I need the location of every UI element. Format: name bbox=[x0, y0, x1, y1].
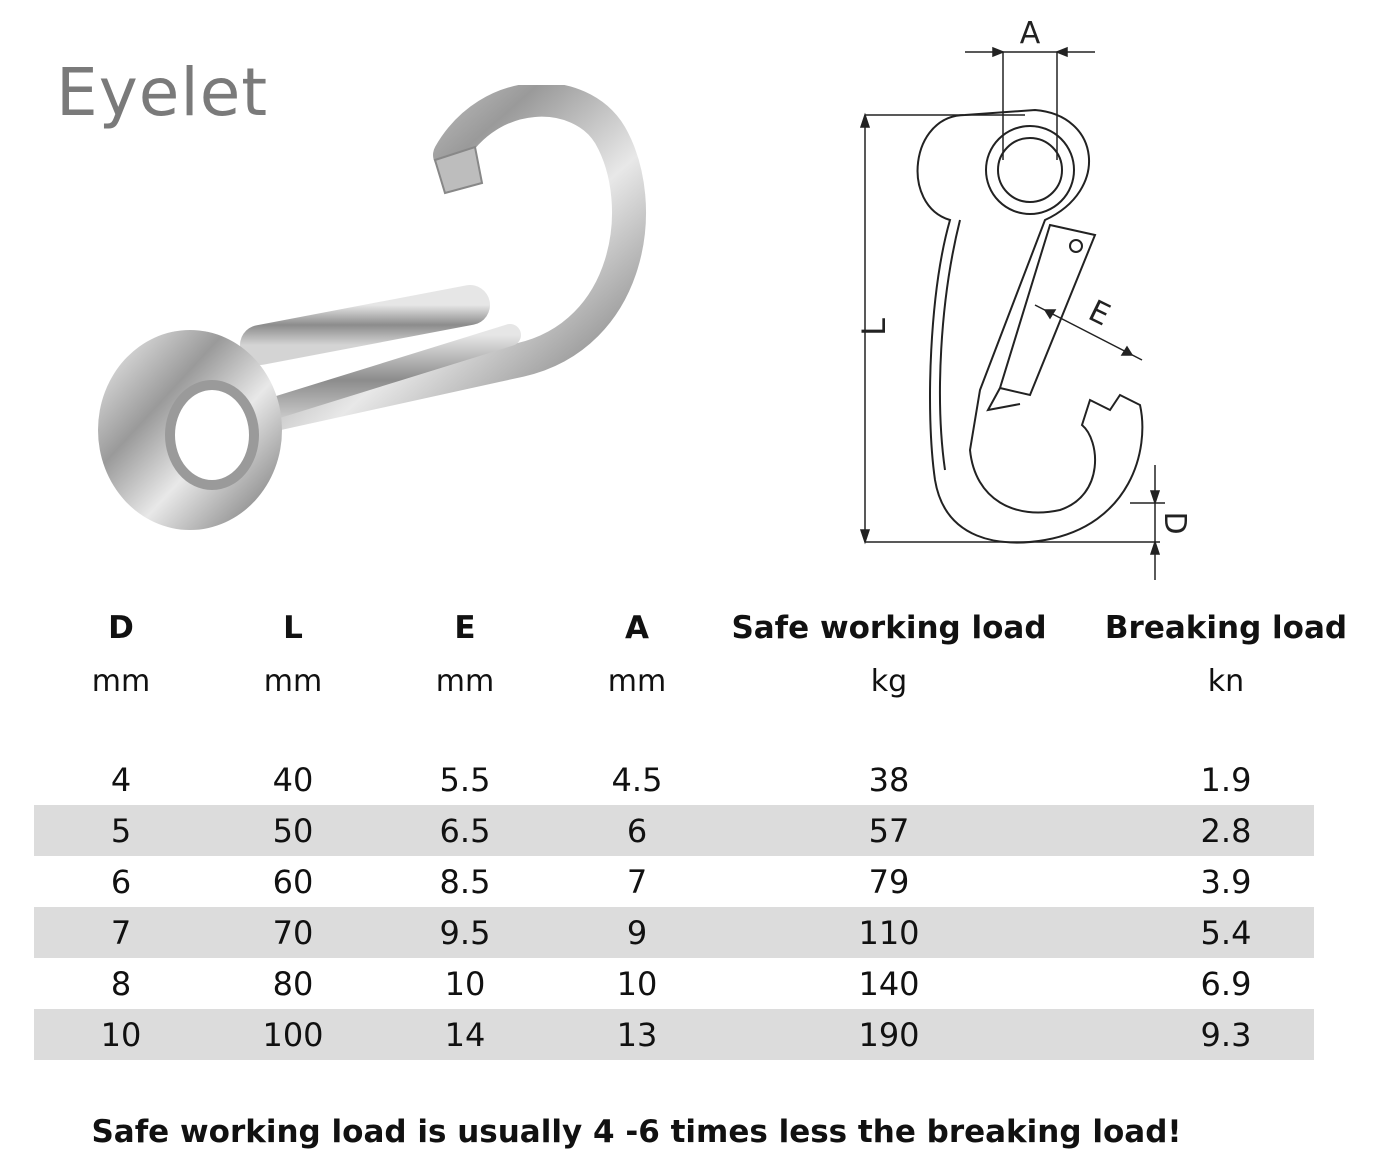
unit-breaking-load: kn bbox=[1207, 663, 1245, 699]
snap-hook-photo bbox=[90, 85, 660, 555]
cell-e: 10 bbox=[444, 964, 486, 1003]
cell-a: 9 bbox=[626, 913, 648, 952]
dimension-e-label: E bbox=[1082, 293, 1116, 334]
dimension-l-label: L bbox=[855, 318, 893, 336]
cell-d: 7 bbox=[110, 913, 132, 952]
cell-e: 14 bbox=[444, 1015, 486, 1054]
cell-d: 4 bbox=[110, 760, 132, 799]
header-d: D bbox=[108, 610, 134, 646]
cell-d: 10 bbox=[100, 1015, 142, 1054]
cell-a: 13 bbox=[616, 1015, 658, 1054]
cell-d: 8 bbox=[110, 964, 132, 1003]
cell-safe-working-load: 38 bbox=[868, 760, 910, 799]
cell-breaking-load: 1.9 bbox=[1200, 760, 1252, 799]
cell-l: 70 bbox=[272, 913, 314, 952]
page-title: Eyelet bbox=[56, 54, 269, 131]
cell-a: 10 bbox=[616, 964, 658, 1003]
unit-row bbox=[34, 656, 1314, 706]
cell-safe-working-load: 140 bbox=[858, 964, 920, 1003]
cell-breaking-load: 2.8 bbox=[1200, 811, 1252, 850]
cell-l: 40 bbox=[272, 760, 314, 799]
table-row bbox=[34, 907, 1314, 958]
table-row bbox=[34, 1009, 1314, 1060]
cell-e: 8.5 bbox=[439, 862, 491, 901]
cell-safe-working-load: 190 bbox=[858, 1015, 920, 1054]
unit-safe-working-load: kg bbox=[870, 663, 908, 699]
cell-l: 80 bbox=[272, 964, 314, 1003]
cell-safe-working-load: 57 bbox=[868, 811, 910, 850]
header-breaking-load: Breaking load bbox=[1104, 610, 1348, 646]
header-row bbox=[34, 600, 1348, 656]
cell-safe-working-load: 110 bbox=[858, 913, 920, 952]
cell-e: 6.5 bbox=[439, 811, 491, 850]
cell-breaking-load: 6.9 bbox=[1200, 964, 1252, 1003]
unit-d: mm bbox=[91, 663, 151, 699]
cell-e: 9.5 bbox=[439, 913, 491, 952]
dimension-d-label: D bbox=[1157, 511, 1192, 535]
cell-a: 4.5 bbox=[611, 760, 663, 799]
cell-l: 50 bbox=[272, 811, 314, 850]
cell-a: 6 bbox=[626, 811, 648, 850]
cell-breaking-load: 3.9 bbox=[1200, 862, 1252, 901]
cell-a: 7 bbox=[626, 862, 648, 901]
spec-table bbox=[34, 600, 1348, 1060]
footnote: Safe working load is usually 4 -6 times less the breaking load! bbox=[91, 1114, 1182, 1150]
header-a: A bbox=[625, 610, 649, 646]
unit-e: mm bbox=[435, 663, 495, 699]
cell-breaking-load: 5.4 bbox=[1200, 913, 1252, 952]
cell-d: 5 bbox=[110, 811, 132, 850]
cell-l: 60 bbox=[272, 862, 314, 901]
table-row bbox=[34, 856, 1314, 907]
unit-l: mm bbox=[263, 663, 323, 699]
table-row bbox=[34, 754, 1314, 805]
unit-a: mm bbox=[607, 663, 667, 699]
cell-e: 5.5 bbox=[439, 760, 491, 799]
table-row bbox=[34, 805, 1314, 856]
header-safe-working-load: Safe working load bbox=[731, 610, 1047, 646]
dimension-a-label: A bbox=[1019, 16, 1041, 51]
cell-l: 100 bbox=[262, 1015, 324, 1054]
header-e: E bbox=[454, 610, 476, 646]
dimension-diagram bbox=[850, 10, 1210, 590]
cell-safe-working-load: 79 bbox=[868, 862, 910, 901]
table-row bbox=[34, 958, 1314, 1009]
cell-breaking-load: 9.3 bbox=[1200, 1015, 1252, 1054]
cell-d: 6 bbox=[110, 862, 132, 901]
header-l: L bbox=[283, 610, 303, 646]
